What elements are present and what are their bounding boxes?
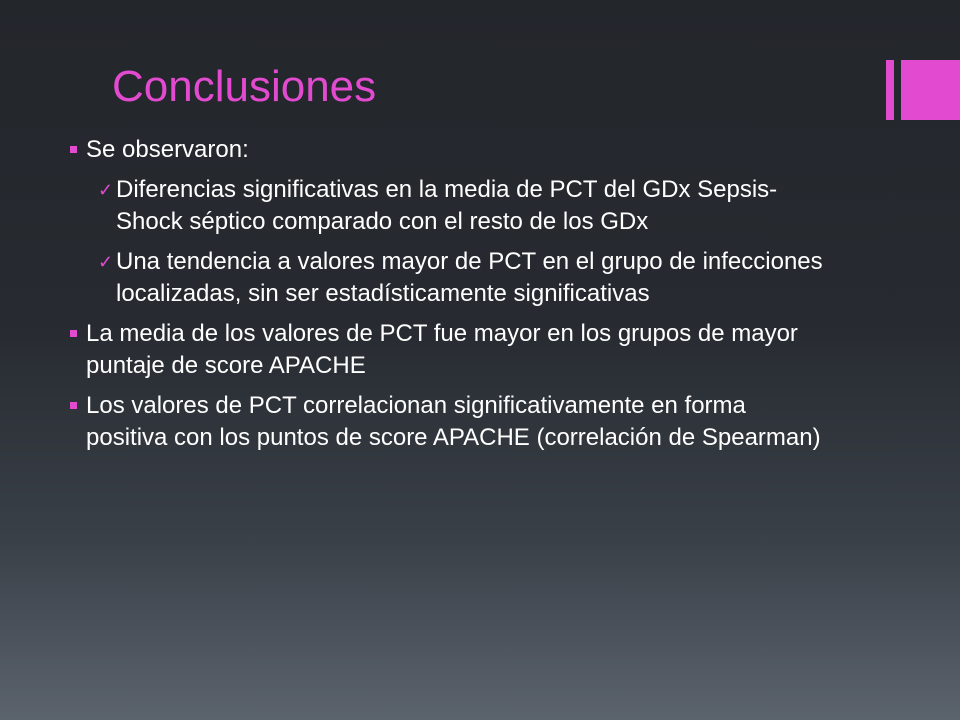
bullet-text: La media de los valores de PCT fue mayor en los grupos de mayor puntaje de score APACHE — [86, 320, 798, 379]
bullet-item — [66, 318, 826, 382]
square-bullet-icon — [70, 330, 77, 337]
checkmark-icon: ✓ — [98, 252, 114, 272]
bullet-text: Se observaron: — [86, 136, 249, 163]
square-bullet-icon — [70, 402, 77, 409]
slide-body — [66, 134, 826, 454]
sub-bullet-text: Diferencias significativas en la media de PCT del GDx Sepsis-Shock séptico comparado con el resto de los GDx — [116, 176, 778, 235]
bullet-item — [66, 390, 826, 454]
sub-bullet-item — [66, 174, 826, 238]
square-bullet-icon — [70, 146, 77, 153]
sub-bullet-text: Una tendencia a valores mayor de PCT en el grupo de infecciones localizadas, sin ser estadísticamente significativas — [116, 248, 823, 307]
title-accent-bar — [886, 60, 894, 120]
sub-bullet-item — [66, 246, 826, 310]
title-accent-square — [901, 60, 960, 120]
bullet-text: Los valores de PCT correlacionan significativamente en forma positiva con los puntos de score APACHE (correlación de Spearman) — [86, 392, 821, 451]
checkmark-icon: ✓ — [98, 180, 114, 200]
slide-title: Conclusiones — [112, 62, 377, 111]
bullet-item — [66, 134, 826, 166]
